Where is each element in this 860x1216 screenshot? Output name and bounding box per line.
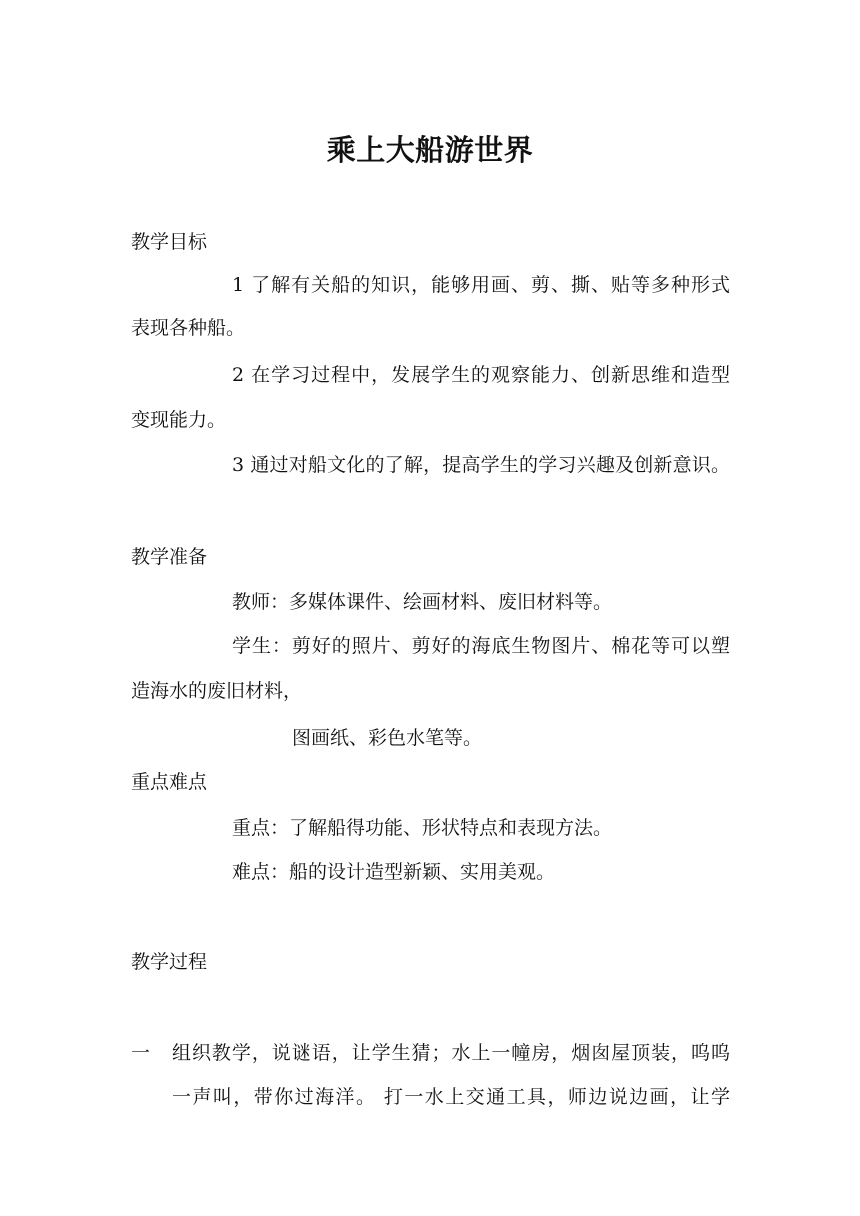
process-step-1-marker: 一 [131,1042,151,1064]
key-point: 重点：了解船得功能、形状特点和表现方法。 [232,817,613,839]
document-title: 乘上大船游世界 [326,133,534,167]
difficulty-point: 难点：船的设计造型新颖、实用美观。 [232,861,556,883]
section-heading-objectives: 教学目标 [131,231,208,253]
section-heading-process: 教学过程 [131,951,208,973]
preparation-student-line-3: 图画纸、彩色水笔等。 [292,727,483,749]
objective-1-line-2: 表现各种船。 [131,317,246,339]
preparation-teacher: 教师：多媒体课件、绘画材料、废旧材料等。 [232,591,613,613]
preparation-student-line-2: 造海水的废旧材料， [131,680,303,702]
objective-2-line-2: 变现能力。 [131,409,227,431]
objective-1-line-1: 1 了解有关船的知识，能够用画、剪、撕、贴等多种形式 [232,274,730,296]
process-step-1-line-2: 一声叫，带你过海洋。 打一水上交通工具，师边说边画，让学 [172,1086,730,1108]
objective-2-line-1: 2 在学习过程中，发展学生的观察能力、创新思维和造型 [232,364,730,386]
preparation-student-line-1: 学生：剪好的照片、剪好的海底生物图片、棉花等可以塑 [232,635,730,657]
objective-3: 3 通过对船文化的了解，提高学生的学习兴趣及创新意识。 [232,454,730,476]
section-heading-key-points: 重点难点 [131,771,208,793]
section-heading-preparation: 教学准备 [131,546,208,568]
process-step-1-line-1: 组织教学，说谜语，让学生猜；水上一幢房，烟囱屋顶装，呜呜 [172,1042,730,1064]
